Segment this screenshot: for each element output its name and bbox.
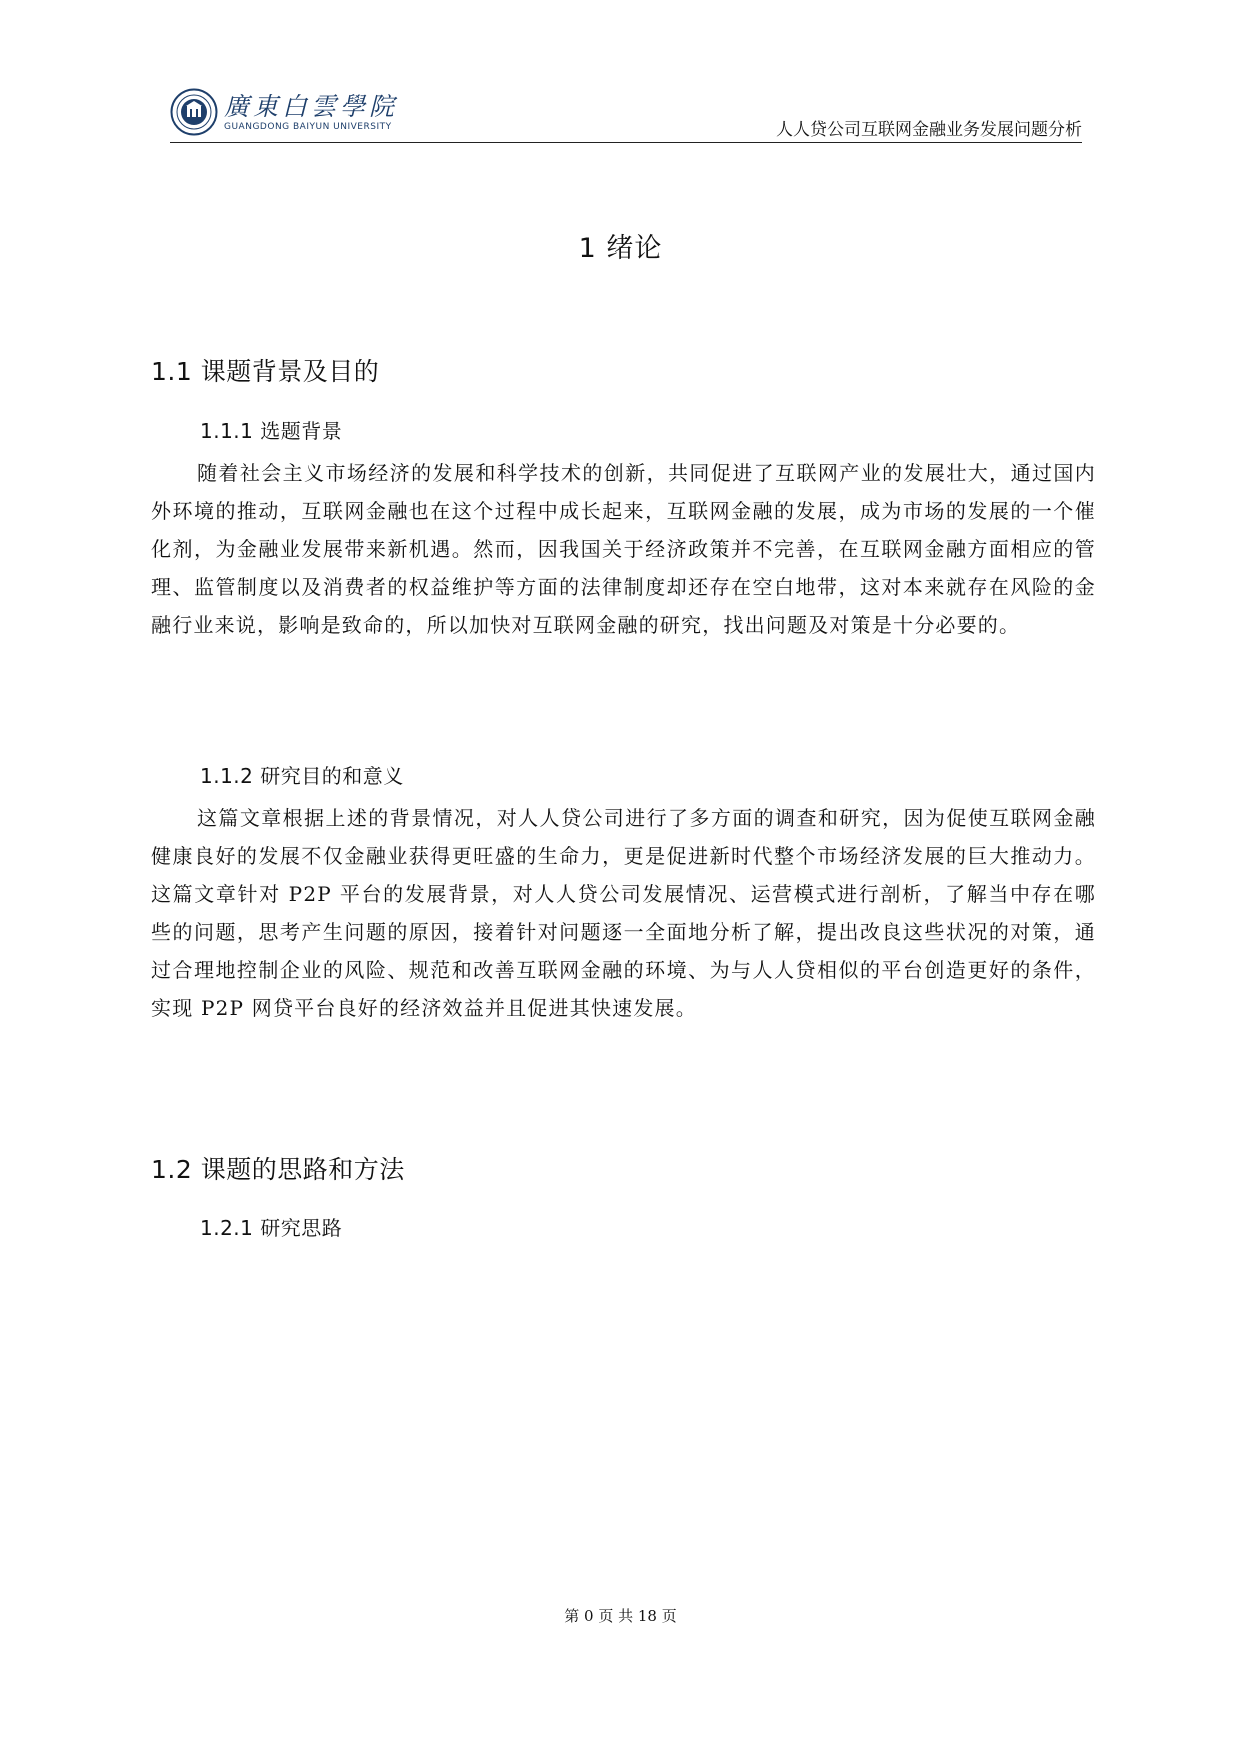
subsection-heading-1-2-1: 1.2.1 研究思路 xyxy=(200,1216,343,1240)
university-logo xyxy=(170,88,398,136)
logo-english-name: GUANGDONG BAIYUN UNIVERSITY xyxy=(224,121,392,132)
paragraph-purpose: 这篇文章根据上述的背景情况，对人人贷公司进行了多方面的调查和研究，因为促使互联网金融健康良好的发展不仅金融业获得更旺盛的生命力，更是促进新时代整个市场经济发展的巨大推动力。这篇文章针对 P2P 平台的发展背景，对人人贷公司发展情况、运营模式进行剖析，了解当中存在哪些的问题，思考产生问题的原因，接着针对问题逐一全面地分析了解，提出改良这些状况的对策，通过合理地控制企业的风险、规范和改善互联网金融的环境、为与人人贷相似的平台创造更好的条件，实现 P2P 网贷平台良好的经济效益并且促进其快速发展。 xyxy=(151,806,1096,1020)
logo-chinese-name: 廣東白雲學院 xyxy=(224,91,399,121)
chapter-title: 1 绪论 xyxy=(578,233,663,264)
university-seal-icon xyxy=(170,88,218,136)
subsection-heading-1-1-1: 1.1.1 选题背景 xyxy=(200,419,343,443)
section-heading-1-2: 1.2 课题的思路和方法 xyxy=(151,1155,405,1184)
running-header-title: 人人贷公司互联网金融业务发展问题分析 xyxy=(776,120,1082,140)
page-footer: 第 0 页 共 18 页 xyxy=(564,1607,677,1625)
section-heading-1-1: 1.1 课题背景及目的 xyxy=(151,357,380,386)
page-header xyxy=(170,82,1082,143)
subsection-heading-1-1-2: 1.1.2 研究目的和意义 xyxy=(200,764,404,788)
paragraph-background: 随着社会主义市场经济的发展和科学技术的创新，共同促进了互联网产业的发展壮大，通过国内外环境的推动，互联网金融也在这个过程中成长起来，互联网金融的发展，成为市场的发展的一个催化剂，为金融业发展带来新机遇。然而，因我国关于经济政策并不完善，在互联网金融方面相应的管理、监管制度以及消费者的权益维护等方面的法律制度却还存在空白地带，这对本来就存在风险的金融行业来说，影响是致命的，所以加快对互联网金融的研究，找出问题及对策是十分必要的。 xyxy=(151,461,1096,637)
